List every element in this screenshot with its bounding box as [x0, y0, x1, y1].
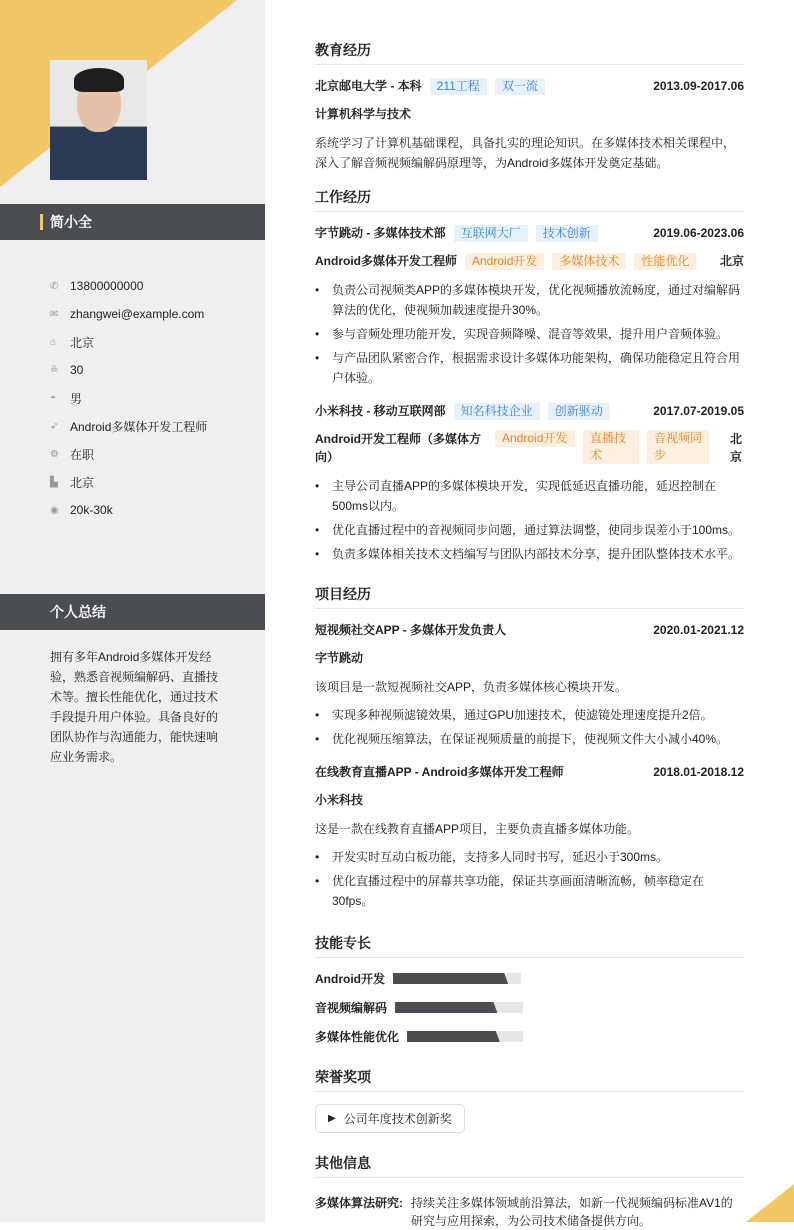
skill-tag: 音视频同步	[647, 430, 709, 464]
award-item[interactable]	[315, 1104, 465, 1133]
city: 北京	[730, 432, 743, 464]
tag: 211工程	[430, 78, 487, 95]
section-awards-title: 荣誉奖项	[315, 1067, 744, 1092]
project-desc: 该项目是一款短视频社交APP，负责多媒体核心模块开发。	[315, 680, 628, 694]
summary-title: 个人总结	[50, 604, 106, 620]
date: 2018.01-2018.12	[653, 765, 744, 779]
bullet: • 与产品团队紧密合作，根据需求设计多媒体功能架构，确保功能稳定且符合用户体验。	[315, 348, 744, 388]
name-bar	[0, 204, 265, 240]
skill-name: Android开发	[315, 972, 385, 986]
project-item	[315, 621, 744, 749]
date: 2013.09-2017.06	[653, 79, 744, 93]
project-item	[315, 763, 744, 911]
bullet: • 主导公司直播APP的多媒体模块开发，实现低延迟直播功能，延迟控制在500ms以内。	[315, 476, 744, 516]
city: 北京	[719, 254, 744, 268]
company: 小米科技 - 移动互联网部	[315, 404, 446, 418]
phone-icon: ✆	[50, 280, 59, 292]
skill-bar-fill	[393, 973, 508, 984]
info-position: ➶ Android多媒体开发工程师	[50, 419, 208, 434]
other-label: 多媒体算法研究:	[315, 1196, 403, 1210]
work-item	[315, 402, 744, 564]
personal-info	[50, 272, 207, 524]
bullet: • 参与音频处理功能开发，实现音频降噪、混音等效果，提升用户音频体验。	[315, 324, 744, 344]
section-projects-title: 项目经历	[315, 584, 744, 609]
info-salary: ◉ 20k-30k	[50, 503, 113, 517]
skill-name: 多媒体性能优化	[315, 1030, 400, 1044]
date: 2019.06-2023.06	[653, 226, 744, 240]
section-skills-title: 技能专长	[315, 933, 744, 958]
role: Android开发工程师（多媒体方向）	[315, 432, 481, 464]
sidebar	[0, 0, 265, 1222]
role: Android多媒体开发工程师	[315, 254, 457, 268]
project-company: 小米科技	[315, 793, 364, 807]
skill-tag: Android开发	[465, 253, 544, 270]
skill-bar	[395, 1002, 523, 1013]
bullet: • 优化视频压缩算法，在保证视频质量的前提下，使视频文件大小减小40%。	[315, 729, 744, 749]
home-icon: ⌂	[50, 336, 57, 348]
bullet: • 负责多媒体相关技术文档编写与团队内部技术分享，提升团队整体技术水平。	[315, 544, 744, 564]
info-phone: ✆ 13800000000	[50, 279, 144, 293]
section-other-title: 其他信息	[315, 1153, 744, 1178]
section-education-title: 教育经历	[315, 40, 744, 65]
info-email: ✉ zhangwei@example.com	[50, 307, 205, 321]
tag: 知名科技企业	[454, 403, 540, 420]
skill-bar-fill	[395, 1002, 497, 1013]
skill-tag: 直播技术	[583, 430, 639, 464]
education-desc: 系统学习了计算机基础课程，具备扎实的理论知识。在多媒体技术相关课程中，深入了解音频视频编解码原理等，为Android多媒体开发奠定基础。	[315, 136, 736, 170]
name: 简小全	[50, 214, 92, 230]
section-work-title: 工作经历	[315, 187, 744, 212]
skill-bar	[407, 1031, 523, 1042]
tag: 创新驱动	[548, 403, 610, 420]
education-item	[315, 77, 744, 173]
skill-tag: Android开发	[495, 430, 575, 447]
date: 2020.01-2021.12	[653, 623, 744, 637]
skill-tag: 性能优化	[634, 253, 696, 270]
skill-item	[315, 970, 535, 987]
date: 2017.07-2019.05	[653, 404, 744, 418]
decorative-triangle	[746, 1184, 794, 1222]
info-gender: ◓ 男	[50, 391, 83, 406]
major: 计算机科学与技术	[315, 107, 412, 121]
work-item	[315, 224, 744, 388]
project-company: 字节跳动	[315, 651, 364, 665]
project-name: 短视频社交APP - 多媒体开发负责人	[315, 623, 507, 637]
tag: 互联网大厂	[454, 225, 528, 242]
other-item	[315, 1194, 744, 1230]
other-text: 持续关注多媒体领域前沿算法，如新一代视频编码标准AV1的研究与应用探索，为公司技术储备提供方向。	[411, 1196, 733, 1228]
skill-item	[315, 999, 535, 1016]
info-city: ▙ 北京	[50, 475, 95, 490]
tag: 双一流	[495, 78, 545, 95]
bullet: • 负责公司视频类APP的多媒体模块开发，优化视频播放流畅度，通过对编解码算法的优化，使视频加载速度提升30%。	[315, 280, 744, 320]
age-icon: ≞	[50, 364, 59, 376]
mail-icon: ✉	[50, 308, 59, 320]
bullet: • 优化直播过程中的音视频同步问题，通过算法调整，使同步误差小于100ms。	[315, 520, 744, 540]
summary-bar	[0, 594, 265, 630]
play-icon: ▶	[328, 1113, 336, 1124]
skill-bar-fill	[407, 1031, 500, 1042]
project-name: 在线教育直播APP - Android多媒体开发工程师	[315, 765, 564, 779]
gender-icon: ◓	[50, 392, 57, 404]
avatar	[50, 60, 147, 180]
salary-icon: ◉	[50, 504, 59, 516]
main-content	[315, 40, 744, 1230]
company: 字节跳动 - 多媒体技术部	[315, 226, 446, 240]
project-desc: 这是一款在线教育直播APP项目，主要负责直播多媒体功能。	[315, 822, 640, 836]
summary-text: 拥有多年Android多媒体开发经验，熟悉音视频编解码、直播技术等。擅长性能优化，通过技术手段提升用户体验。具备良好的团队协作与沟通能力，能快速响应业务需求。	[50, 650, 219, 764]
skill-bar	[393, 973, 521, 984]
info-status: ⚙ 在职	[50, 447, 95, 462]
skills-list	[315, 970, 744, 1045]
status-icon: ⚙	[50, 448, 59, 460]
bullet: • 优化直播过程中的屏幕共享功能，保证共享画面清晰流畅，帧率稳定在30fps。	[315, 871, 744, 911]
school: 北京邮电大学 - 本科	[315, 79, 422, 93]
award-label: 公司年度技术创新奖	[343, 1112, 452, 1126]
tag: 技术创新	[536, 225, 598, 242]
info-age: ≞ 30	[50, 363, 84, 377]
bullet: • 开发实时互动白板功能，支持多人同时书写，延迟小于300ms。	[315, 847, 744, 867]
building-icon: ▙	[50, 476, 58, 488]
skill-name: 音视频编解码	[315, 1001, 388, 1015]
bullet: • 实现多种视频滤镜效果，通过GPU加速技术，使滤镜处理速度提升2倍。	[315, 705, 744, 725]
info-home: ⌂ 北京	[50, 335, 95, 350]
skill-tag: 多媒体技术	[552, 253, 626, 270]
skill-item	[315, 1028, 535, 1045]
send-icon: ➶	[50, 420, 59, 432]
